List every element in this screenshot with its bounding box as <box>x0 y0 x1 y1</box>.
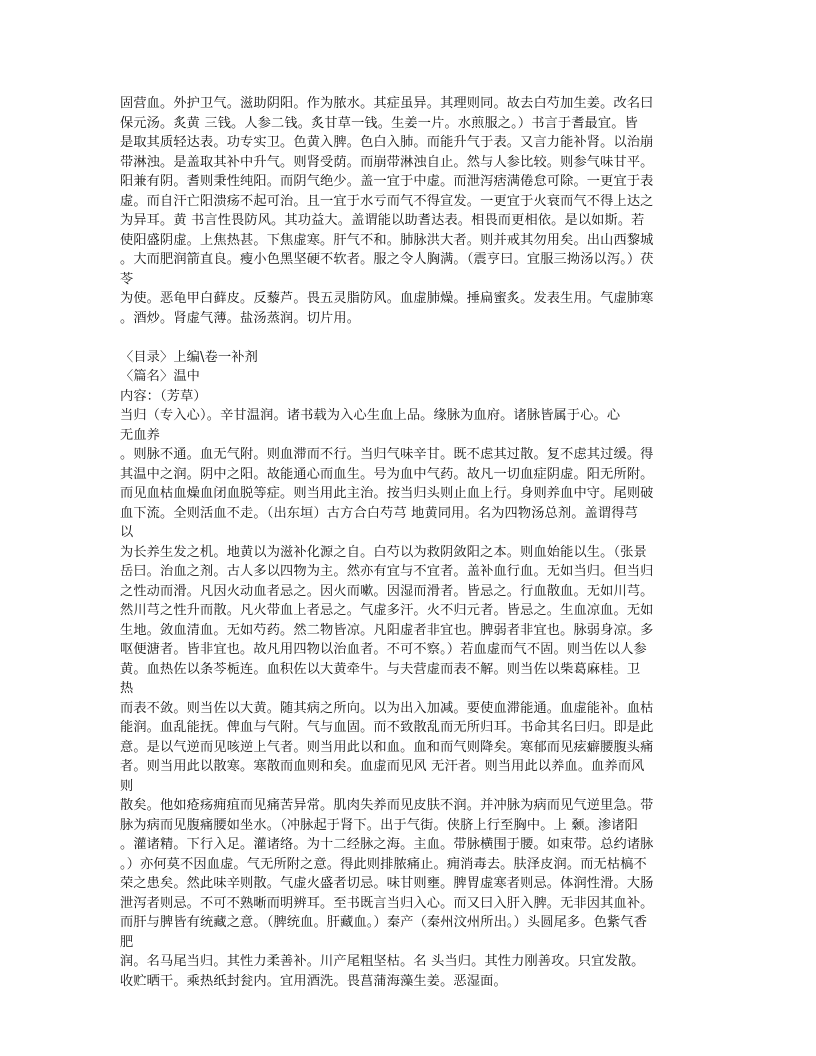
paragraph-danggui <box>120 348 700 992</box>
text-line: 荣之患矣。然此味辛则散。气虚火盛者切忌。味甘则壅。脾胃虚寒者则忌。体润性滑。大肠 <box>120 876 654 891</box>
text-line: 。）亦何莫不因血虚。气无所附之意。得此则排脓痛止。痈消毒去。肤泽皮润。而无枯槁不 <box>120 856 647 872</box>
text-line: 能润。血乱能抚。俾血与气附。气与血固。而不致散乱而无所归耳。书命其名曰归。即是此 <box>120 720 654 735</box>
text-line: 以 <box>120 525 134 540</box>
text-line: 意。是以气逆而见咳逆上气者。则当用此以和血。血和而气则降矣。寒郁而见痃癖腰腹头痛 <box>120 739 654 755</box>
text-line: 使阳盛阴虚。上焦热甚。下焦虚寒。肝气不和。肺脉洪大者。则并戒其勿用矣。出山西黎城 <box>120 232 654 248</box>
chapter-heading: 〈篇名〉温中 <box>120 369 201 384</box>
text-line: 为异耳。黄 书言性畏防风。其功益大。盖谓能以助耆达表。相畏而更相依。是以如斯。若 <box>120 213 645 228</box>
text-line: 是取其质轻达表。功专实卫。色黄入脾。色白入肺。而能升气于表。又言力能补肾。以治崩 <box>120 135 654 150</box>
text-line: 而见血枯血燥血闭血脱等症。则当用此主治。按当归头则止血上行。身则养血中守。尾则破 <box>120 486 654 501</box>
text-line: 。酒炒。肾虚气薄。盐汤蒸润。切片用。 <box>120 310 361 326</box>
text-line: 当归（专入心）。辛甘温润。诸书载为入心生血上品。缘脉为血府。诸脉皆属于心。心 <box>120 408 621 423</box>
text-line: 泄泻者则忌。不可不熟晰而明辨耳。至书既言当归入心。而又曰入肝入脾。无非因其血补。 <box>120 895 654 911</box>
text-line: 苓 <box>120 271 134 287</box>
text-line: 然川芎之性升而散。凡火带血上者忌之。气虚多汗。火不归元者。皆忌之。生血凉血。无如 <box>120 603 654 618</box>
document-page <box>120 94 700 991</box>
text-line: 为长养生发之机。地黄以为滋补化源之自。白芍以为救阴敛阳之本。则血始能以生。（张景 <box>120 544 647 560</box>
text-line: 呕便溏者。皆非宜也。故凡用四物以治血者。不可不察。）若血虚而气不固。则当佐以人参 <box>120 642 647 657</box>
text-line: 无血养 <box>120 427 161 443</box>
text-line: 生地。敛血清血。无如芍药。然二物皆凉。凡阳虚者非宜也。脾弱者非宜也。脉弱身凉。多 <box>120 622 654 638</box>
text-line: 而表不敛。则当佐以大黄。随其病之所向。以为出入加减。要使血滞能通。血虚能补。血枯 <box>120 700 654 716</box>
paragraph-spacer <box>120 328 700 348</box>
text-line: 固营血。外护卫气。滋助阴阳。作为脓水。其症虽异。其理则同。故去白芍加生姜。改名曰 <box>120 96 654 111</box>
text-line: 阳兼有阴。耆则秉性纯阳。而阴气绝少。盖一宜于中虚。而泄泻痞满倦怠可除。一更宜于表 <box>120 174 654 189</box>
text-line: 而肝与脾皆有统藏之意。（脾统血。肝藏血。）秦产（秦州汶州所出。）头圆尾多。色紫气香 <box>120 915 648 930</box>
text-line: 肥 <box>120 934 134 950</box>
text-line: 。则脉不通。血无气附。则血滞而不行。当归气味辛甘。既不虑其过散。复不虑其过缓。得 <box>120 447 654 462</box>
text-line: 黄。血热佐以条芩栀连。血积佐以大黄牵牛。与夫营虚而表不解。则当佐以柴葛麻桂。卫 <box>120 661 641 677</box>
text-line: 岳曰。治血之剂。古人多以四物为主。然亦有宜与不宜者。盖补血行血。无如当归。但当归 <box>120 564 654 579</box>
paragraph-huangqi <box>120 94 700 328</box>
text-line: 血下流。全则活血不走。（出东垣）古方合白芍芎 地黄同用。名为四物汤总剂。盖谓得芎 <box>120 505 638 521</box>
text-line: 其温中之润。阴中之阳。故能通心而血生。号为血中气药。故凡一切血症阴虚。阳无所附。 <box>120 466 654 482</box>
text-line: 收贮晒干。乘热纸封瓮内。宜用酒洗。畏菖蒲海藻生姜。恶湿面。 <box>120 973 507 989</box>
text-line: 脉为病而见腹痛腰如坐水。（冲脉起于肾下。出于气街。侠脐上行至胸中。上 颡。渗诸阳 <box>120 817 638 833</box>
text-line: 。大而肥润箭直良。瘦小色黑坚硬不软者。服之令人胸满。（震亨曰。宜服三拗汤以泻。）茯 <box>120 252 654 267</box>
text-line: 散矣。他如疮疡痈疽而见痛苦异常。肌肉失养而见皮肤不润。并冲脉为病而见气逆里急。带 <box>120 798 654 813</box>
text-line: 虚。而自汗亡阳溃疡不起可治。且一宜于水亏而气不得宣发。一更宜于火衰而气不得上达之 <box>120 193 654 209</box>
text-line: 者。则当用此以散寒。寒散而血则和矣。血虚而见风 无汗者。则当用此以养血。血养而风 <box>120 759 645 774</box>
text-line: 。灌诸精。下行入足。灌诸络。为十二经脉之海。主血。带脉横围于腰。如束带。总约诸脉 <box>120 837 654 852</box>
text-line: 则 <box>120 778 134 794</box>
text-line: 之性动而滑。凡因火动血者忌之。因火而嗽。因湿而滑者。皆忌之。行血散血。无如川芎。 <box>120 583 654 599</box>
text-line: 保元汤。炙黄 三钱。人参二钱。炙甘草一钱。生姜一片。水煎服之。）书言于耆最宜。皆 <box>120 115 638 131</box>
content-label: 内容：（芳草） <box>120 388 207 404</box>
catalog-heading: 〈目录〉上编\卷一补剂 <box>120 349 258 365</box>
text-line: 润。名马尾当归。其性力柔善补。川产尾粗坚枯。名 头当归。其性力刚善攻。只宜发散。 <box>120 954 645 969</box>
text-line: 带淋浊。是盖取其补中升气。则肾受荫。而崩带淋浊自止。然与人参比较。则参气味甘平。 <box>120 154 654 170</box>
text-line: 为使。恶龟甲白藓皮。反藜芦。畏五灵脂防风。血虚肺燥。捶扁蜜炙。发表生用。气虚肺寒 <box>120 291 654 306</box>
text-line: 热 <box>120 681 134 696</box>
